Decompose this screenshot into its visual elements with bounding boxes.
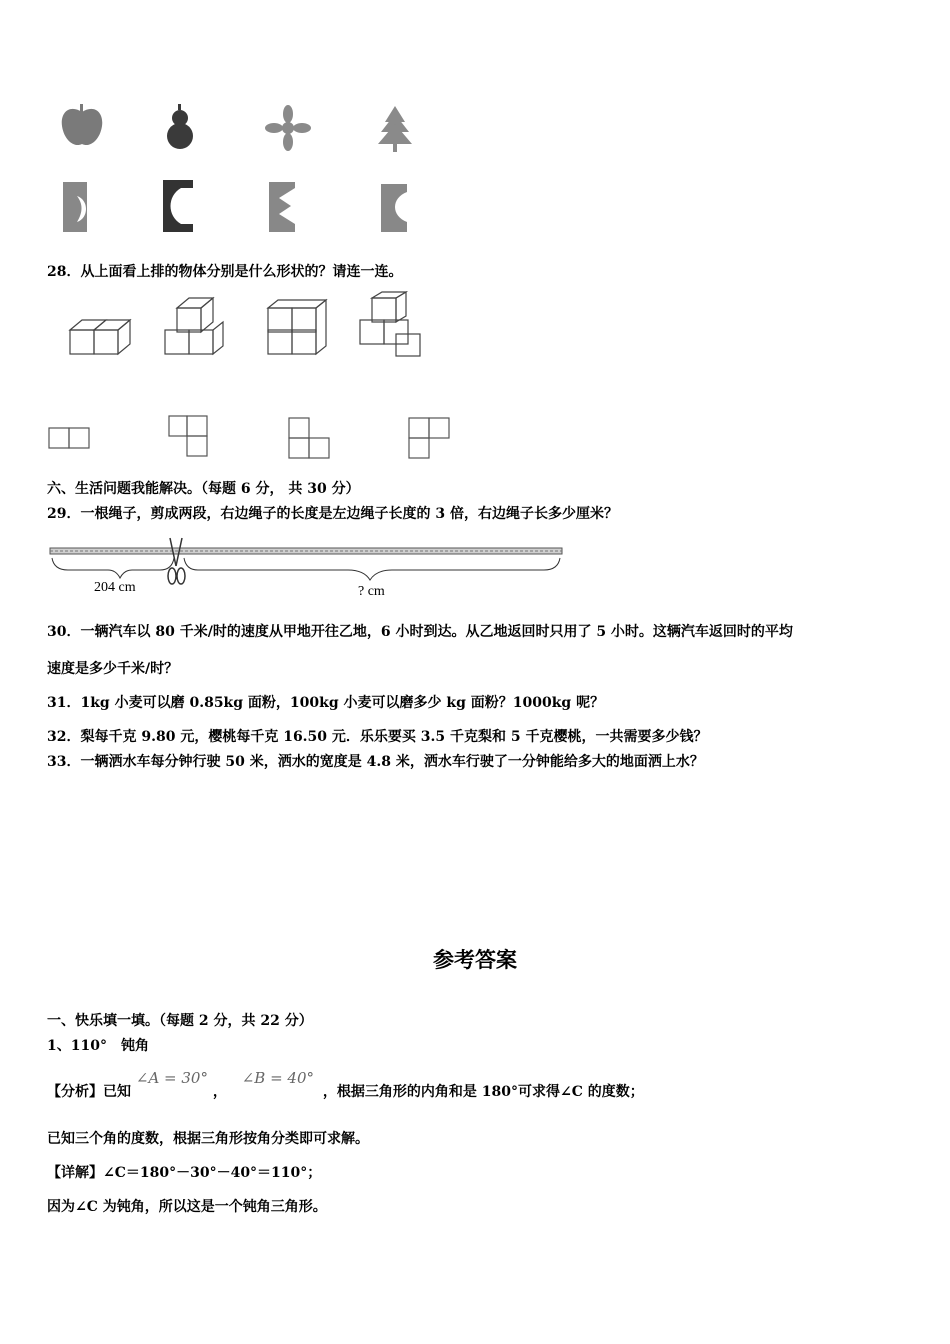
scissors-icon: [168, 538, 185, 584]
right-brace: [184, 558, 560, 580]
analysis-sep: ，: [212, 1084, 227, 1100]
question-29: 29．一根绳子，剪成两段，右边绳子的长度是左边绳子长度的 3 倍，右边绳子长多少厘米？: [47, 506, 618, 522]
cutout-2: [163, 180, 193, 232]
apple-shape: [62, 104, 103, 145]
flower-shape: [265, 105, 311, 151]
answer-section-1: 一、快乐填一填。（每题 2 分，共 22 分）: [47, 1013, 313, 1029]
cutout-1: [63, 182, 87, 232]
cube-stack-4: [360, 292, 420, 356]
question-30-line-2: 速度是多少千米/时？: [47, 661, 179, 677]
rope-diagram: [48, 536, 566, 604]
rope-left-label: 204 cm: [94, 580, 136, 595]
answer-title: 参考答案: [433, 947, 517, 972]
angle-b: ∠B = 40°: [241, 1069, 315, 1087]
analysis-suffix: ，根据三角形的内角和是 180°可求得∠C 的度数；: [322, 1084, 644, 1100]
top-view-1: [49, 428, 89, 448]
rope-right-label: ? cm: [358, 584, 385, 599]
section-6-heading: 六、生活问题我能解决。（每题 6 分， 共 30 分）: [47, 481, 360, 497]
detail-line: 【详解】∠C＝180°－30°－40°＝110°；: [47, 1165, 322, 1181]
question-30-line-1: 30．一辆汽车以 80 千米/时的速度从甲地开往乙地，6 小时到达。从乙地返回时只用了 5 小时。这辆汽车返回时的平均: [47, 624, 793, 640]
tree-shape: [378, 106, 412, 152]
question-33: 33．一辆洒水车每分钟行驶 50 米，洒水的宽度是 4.8 米，洒水车行驶了一分钟能给多大的地面洒上水？: [47, 754, 704, 770]
silhouette-row-bottom: [55, 178, 425, 236]
cutout-4: [381, 184, 407, 232]
top-view-2: [169, 416, 207, 456]
cube-stack-3: [268, 300, 326, 354]
left-brace: [52, 558, 174, 578]
analysis-line-2: 已知三个角的度数，根据三角形按角分类即可求解。: [47, 1131, 369, 1147]
conclusion-line: 因为∠C 为钝角，所以这是一个钝角三角形。: [47, 1199, 327, 1215]
analysis-line: [47, 1068, 644, 1108]
cube-stack-1: [70, 320, 130, 354]
cube-stack-2: [165, 298, 223, 354]
cube-stacks: [60, 290, 440, 370]
silhouette-row-top: [50, 98, 430, 158]
answer-1: 1、110° 钝角: [47, 1038, 149, 1054]
question-32: 32．梨每千克 9.80 元，樱桃每千克 16.50 元．乐乐要买 3.5 千克梨和 5 千克樱桃，一共需要多少钱？: [47, 729, 708, 745]
angle-a: ∠A = 30°: [135, 1069, 208, 1087]
top-views: [45, 414, 465, 464]
top-view-3: [289, 418, 329, 458]
question-28: 28．从上面看上排的物体分别是什么形状的？请连一连。: [47, 264, 403, 280]
analysis-prefix: 【分析】已知: [47, 1084, 131, 1100]
gourd-shape: [167, 104, 193, 149]
question-31: 31．1kg 小麦可以磨 0.85kg 面粉，100kg 小麦可以磨多少 kg 面粉？1000kg 呢？: [47, 695, 605, 711]
top-view-4: [409, 418, 449, 458]
cutout-3: [269, 182, 295, 232]
